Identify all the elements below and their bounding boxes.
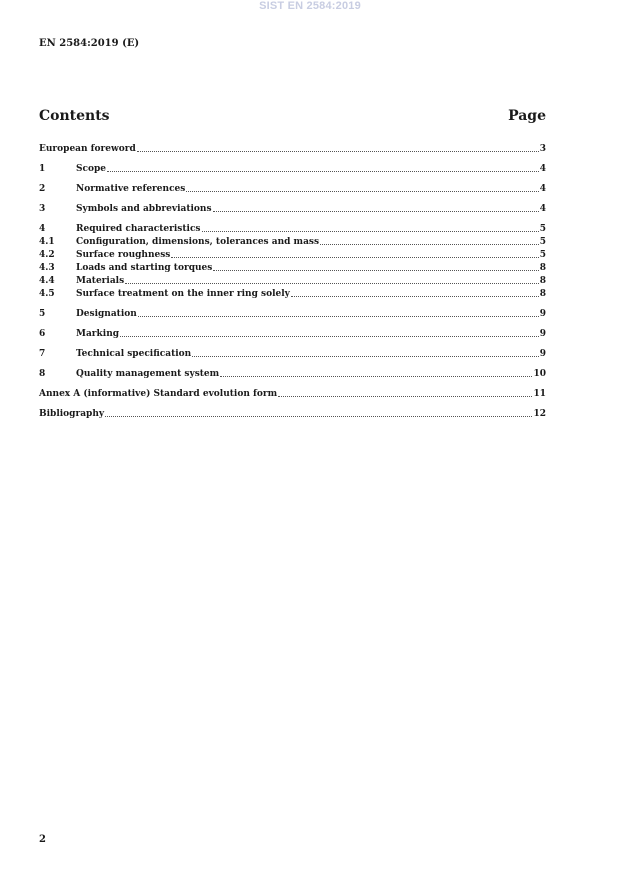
- toc-leader-dots: [220, 376, 532, 377]
- toc-entry-7[interactable]: [39, 348, 546, 360]
- toc-entry-4-2[interactable]: [39, 249, 546, 261]
- toc-entry-number: 1: [39, 164, 46, 174]
- toc-entry-page: 9: [539, 329, 546, 339]
- toc-entry-bibliography[interactable]: [39, 408, 546, 420]
- toc-entry-2[interactable]: [39, 183, 546, 195]
- toc-entry-1[interactable]: [39, 163, 546, 175]
- toc-entry-page: 4: [539, 184, 546, 194]
- toc-entry-title: Surface treatment on the inner ring solely: [76, 289, 290, 299]
- toc-leader-dots: [171, 257, 538, 258]
- toc-entry-page: 8: [539, 289, 546, 299]
- toc-entry-4-3[interactable]: [39, 262, 546, 274]
- toc-entry-title: Materials: [76, 276, 125, 286]
- toc-leader-dots: [120, 336, 539, 337]
- toc-entry-page: 12: [533, 409, 546, 419]
- toc-entry-number: 4.4: [39, 276, 55, 286]
- toc-leader-dots: [125, 283, 539, 284]
- toc-entry-title: Scope: [76, 164, 107, 174]
- toc-entry-number: 4.3: [39, 263, 55, 273]
- toc-entry-number: 8: [39, 369, 46, 379]
- toc-entry-number: 4: [39, 224, 46, 234]
- toc-entry-page: 9: [539, 349, 546, 359]
- toc-entry-title: Required characteristics: [76, 224, 201, 234]
- toc-entry-4-5[interactable]: [39, 288, 546, 300]
- toc-leader-dots: [186, 191, 538, 192]
- toc-entry-number: 4.2: [39, 250, 55, 260]
- toc-leader-dots: [192, 356, 539, 357]
- toc-leader-dots: [213, 270, 538, 271]
- toc-entry-page: 8: [539, 263, 546, 273]
- toc-entry-page: 5: [539, 224, 546, 234]
- toc-entry-page: 4: [539, 204, 546, 214]
- toc-entry-title: Surface roughness: [76, 250, 171, 260]
- toc-leader-dots: [320, 244, 539, 245]
- toc-leader-dots: [105, 416, 532, 417]
- table-of-contents: [39, 143, 546, 420]
- toc-entry-title: Designation: [76, 309, 137, 319]
- toc-leader-dots: [202, 231, 539, 232]
- toc-entry-title: Annex A (informative) Standard evolution form: [39, 389, 278, 399]
- toc-leader-dots: [291, 296, 539, 297]
- toc-entry-page: 5: [539, 250, 546, 260]
- watermark: SIST EN 2584:2019: [259, 0, 361, 12]
- toc-entry-page: 3: [539, 144, 546, 154]
- toc-leader-dots: [137, 151, 539, 152]
- toc-leader-dots: [107, 171, 539, 172]
- toc-entry-number: 4.5: [39, 289, 55, 299]
- toc-leader-dots: [278, 396, 532, 397]
- toc-entry-page: 10: [533, 369, 546, 379]
- toc-entry-title: Bibliography: [39, 409, 105, 419]
- toc-entry-foreword[interactable]: [39, 143, 546, 155]
- toc-entry-8[interactable]: [39, 368, 546, 380]
- toc-entry-page: 9: [539, 309, 546, 319]
- toc-entry-4-4[interactable]: [39, 275, 546, 287]
- toc-entry-page: 11: [533, 389, 546, 399]
- toc-entry-page: 8: [539, 276, 546, 286]
- toc-entry-annex-a[interactable]: [39, 388, 546, 400]
- page-number: 2: [39, 834, 46, 845]
- toc-leader-dots: [138, 316, 539, 317]
- toc-entry-title: Symbols and abbreviations: [76, 204, 212, 214]
- toc-leader-dots: [213, 211, 539, 212]
- toc-entry-3[interactable]: [39, 203, 546, 215]
- document-id: EN 2584:2019 (E): [39, 38, 140, 49]
- toc-entry-title: Technical specification: [76, 349, 192, 359]
- toc-entry-number: 7: [39, 349, 46, 359]
- toc-entry-title: Configuration, dimensions, tolerances and mass: [76, 237, 320, 247]
- toc-entry-6[interactable]: [39, 328, 546, 340]
- toc-entry-5[interactable]: [39, 308, 546, 320]
- page-column-label: Page: [508, 108, 546, 124]
- toc-entry-page: 5: [539, 237, 546, 247]
- contents-title: Contents: [39, 108, 110, 124]
- toc-entry-page: 4: [539, 164, 546, 174]
- toc-entry-4-1[interactable]: [39, 236, 546, 248]
- toc-entry-title: Quality management system: [76, 369, 220, 379]
- contents-heading: [39, 108, 546, 124]
- toc-entry-title: Loads and starting torques: [76, 263, 213, 273]
- toc-entry-number: 3: [39, 204, 46, 214]
- toc-entry-title: Marking: [76, 329, 120, 339]
- toc-entry-4[interactable]: [39, 223, 546, 235]
- toc-entry-number: 2: [39, 184, 46, 194]
- toc-entry-number: 4.1: [39, 237, 55, 247]
- toc-entry-title: Normative references: [76, 184, 186, 194]
- toc-entry-number: 5: [39, 309, 46, 319]
- toc-entry-title: European foreword: [39, 144, 136, 154]
- toc-entry-number: 6: [39, 329, 46, 339]
